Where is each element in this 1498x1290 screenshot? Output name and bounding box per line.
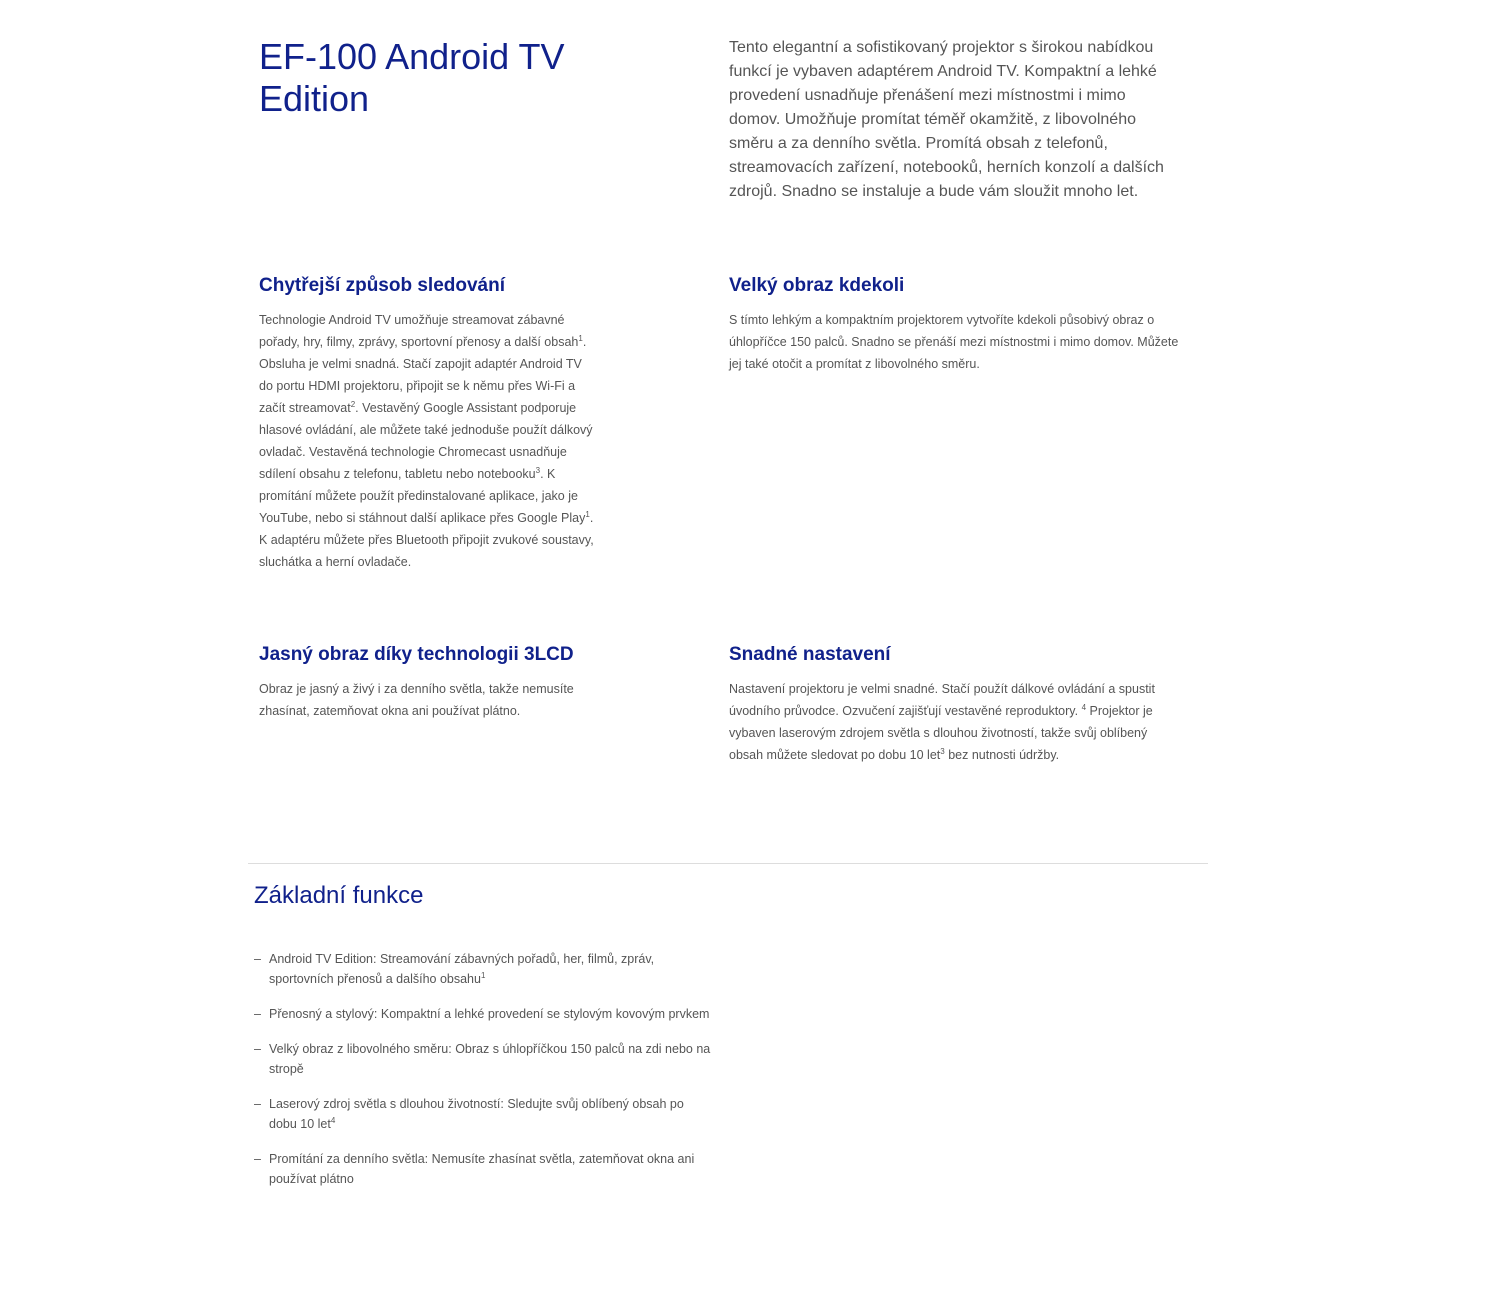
footnote-marker: 3 [535,465,541,475]
bullet-dash: – [254,1007,261,1021]
bullet-dash: – [254,1042,261,1056]
feature-heading: Chytřejší způsob sledování [259,275,505,296]
feature-description: S tímto lehkým a kompaktním projektorem vytvoříte kdekoli působivý obraz o úhlopříčce 150 palců. Snadno se přenáší mezi místnostmi i mimo domov. Můžete jej také otočit a promítat z libovolného směru. [729,313,1179,371]
list-item: – Laserový zdroj světla s dlouhou životností: Sledujte svůj oblíbený obsah po dobu 10 let$^4$ [254,1094,714,1134]
feature-heading: Velký obraz kdekoli [729,275,905,296]
section-divider [248,863,1208,864]
list-item: – Velký obraz z libovolného směru: Obraz s úhlopříčkou 150 palců na zdi nebo na stropě [254,1039,714,1079]
footnote-marker: 4 [1081,702,1087,712]
list-item: – Android TV Edition: Streamování zábavných pořadů, her, filmů, zpráv, sportovních přenosů a dalšího obsahu$^1$ [254,949,714,989]
feature-description: Obraz je jasný a živý i za denního světla, takže nemusíte zhasínat, zatemňovat okna ani používat plátno. [259,682,574,718]
basic-features-title: Základní funkce [254,882,424,909]
product-intro: Tento elegantní a sofistikovaný projektor s širokou nabídkou funkcí je vybaven adaptérem Android TV. Kompaktní a lehké provedení usnadňuje přenášení mezi místnostmi i mimo domov. Umožňuje promítat téměř okamžitě, z libovolného směru a za denního světla. Promítá obsah z telefonů, streamovacích zařízení, notebooků, herních konzolí a dalších zdrojů. Snadno se instaluje a bude vám sloužit mnoho let. [729,39,1164,200]
bullet-dash: – [254,1152,261,1166]
product-title: EF-100 Android TV Edition [259,36,565,119]
list-item: – Přenosný a stylový: Kompaktní a lehké provedení se stylovým kovovým prvkem [254,1004,714,1024]
bullet-dash: – [254,1097,261,1111]
footnote-marker: 1 [578,333,583,343]
footnote-marker: 1 [585,509,590,519]
basic-features-list [254,949,714,1204]
footnote-marker: 4 [330,1115,336,1125]
footnote-marker: 3 [940,746,945,756]
feature-description: Nastavení projektoru je velmi snadné. Stačí použít dálkové ovládání a spustit úvodního průvodce. Ozvučení zajišťují vestavěné reproduktory. $^4$ Projektor je vybaven laserovým zdrojem světla s dlouhou životností, takže svůj oblíbený obsah můžete sledovat po dobu 10 let$^3$ bez nutnosti údržby. [729,682,1155,762]
footnote-marker: 2 [350,399,356,409]
feature-smart-viewing [259,273,599,573]
footnote-marker: 1 [480,970,486,980]
list-item: – Promítání za denního světla: Nemusíte zhasínat světla, zatemňovat okna ani používat plátno [254,1149,714,1189]
feature-3lcd [259,642,599,722]
feature-heading: Snadné nastavení [729,644,891,665]
bullet-dash: – [254,952,261,966]
feature-heading: Jasný obraz díky technologii 3LCD [259,644,574,665]
feature-easy-setup [729,642,1179,766]
feature-description: Technologie Android TV umožňuje streamovat zábavné pořady, hry, filmy, zprávy, sportovní přenosy a další obsah$^1$. Obsluha je velmi snadná. Stačí zapojit adaptér Android TV do portu HDMI projektoru, připojit se k němu přes Wi-Fi a začít streamovat$^2$. Vestavěný Google Assistant podporuje hlasové ovládání, ale můžete také jednoduše použít dálkový ovladač. Vestavěná technologie Chromecast usnadňuje sdílení obsahu z telefonu, tabletu nebo notebooku$^3$. K promítání můžete použít předinstalované aplikace, jako je YouTube, nebo si stáhnout další aplikace přes Google Play$^1$. K adaptéru můžete přes Bluetooth připojit zvukové soustavy, sluchátka a herní ovladače. [259,313,594,569]
feature-big-picture [729,273,1179,375]
